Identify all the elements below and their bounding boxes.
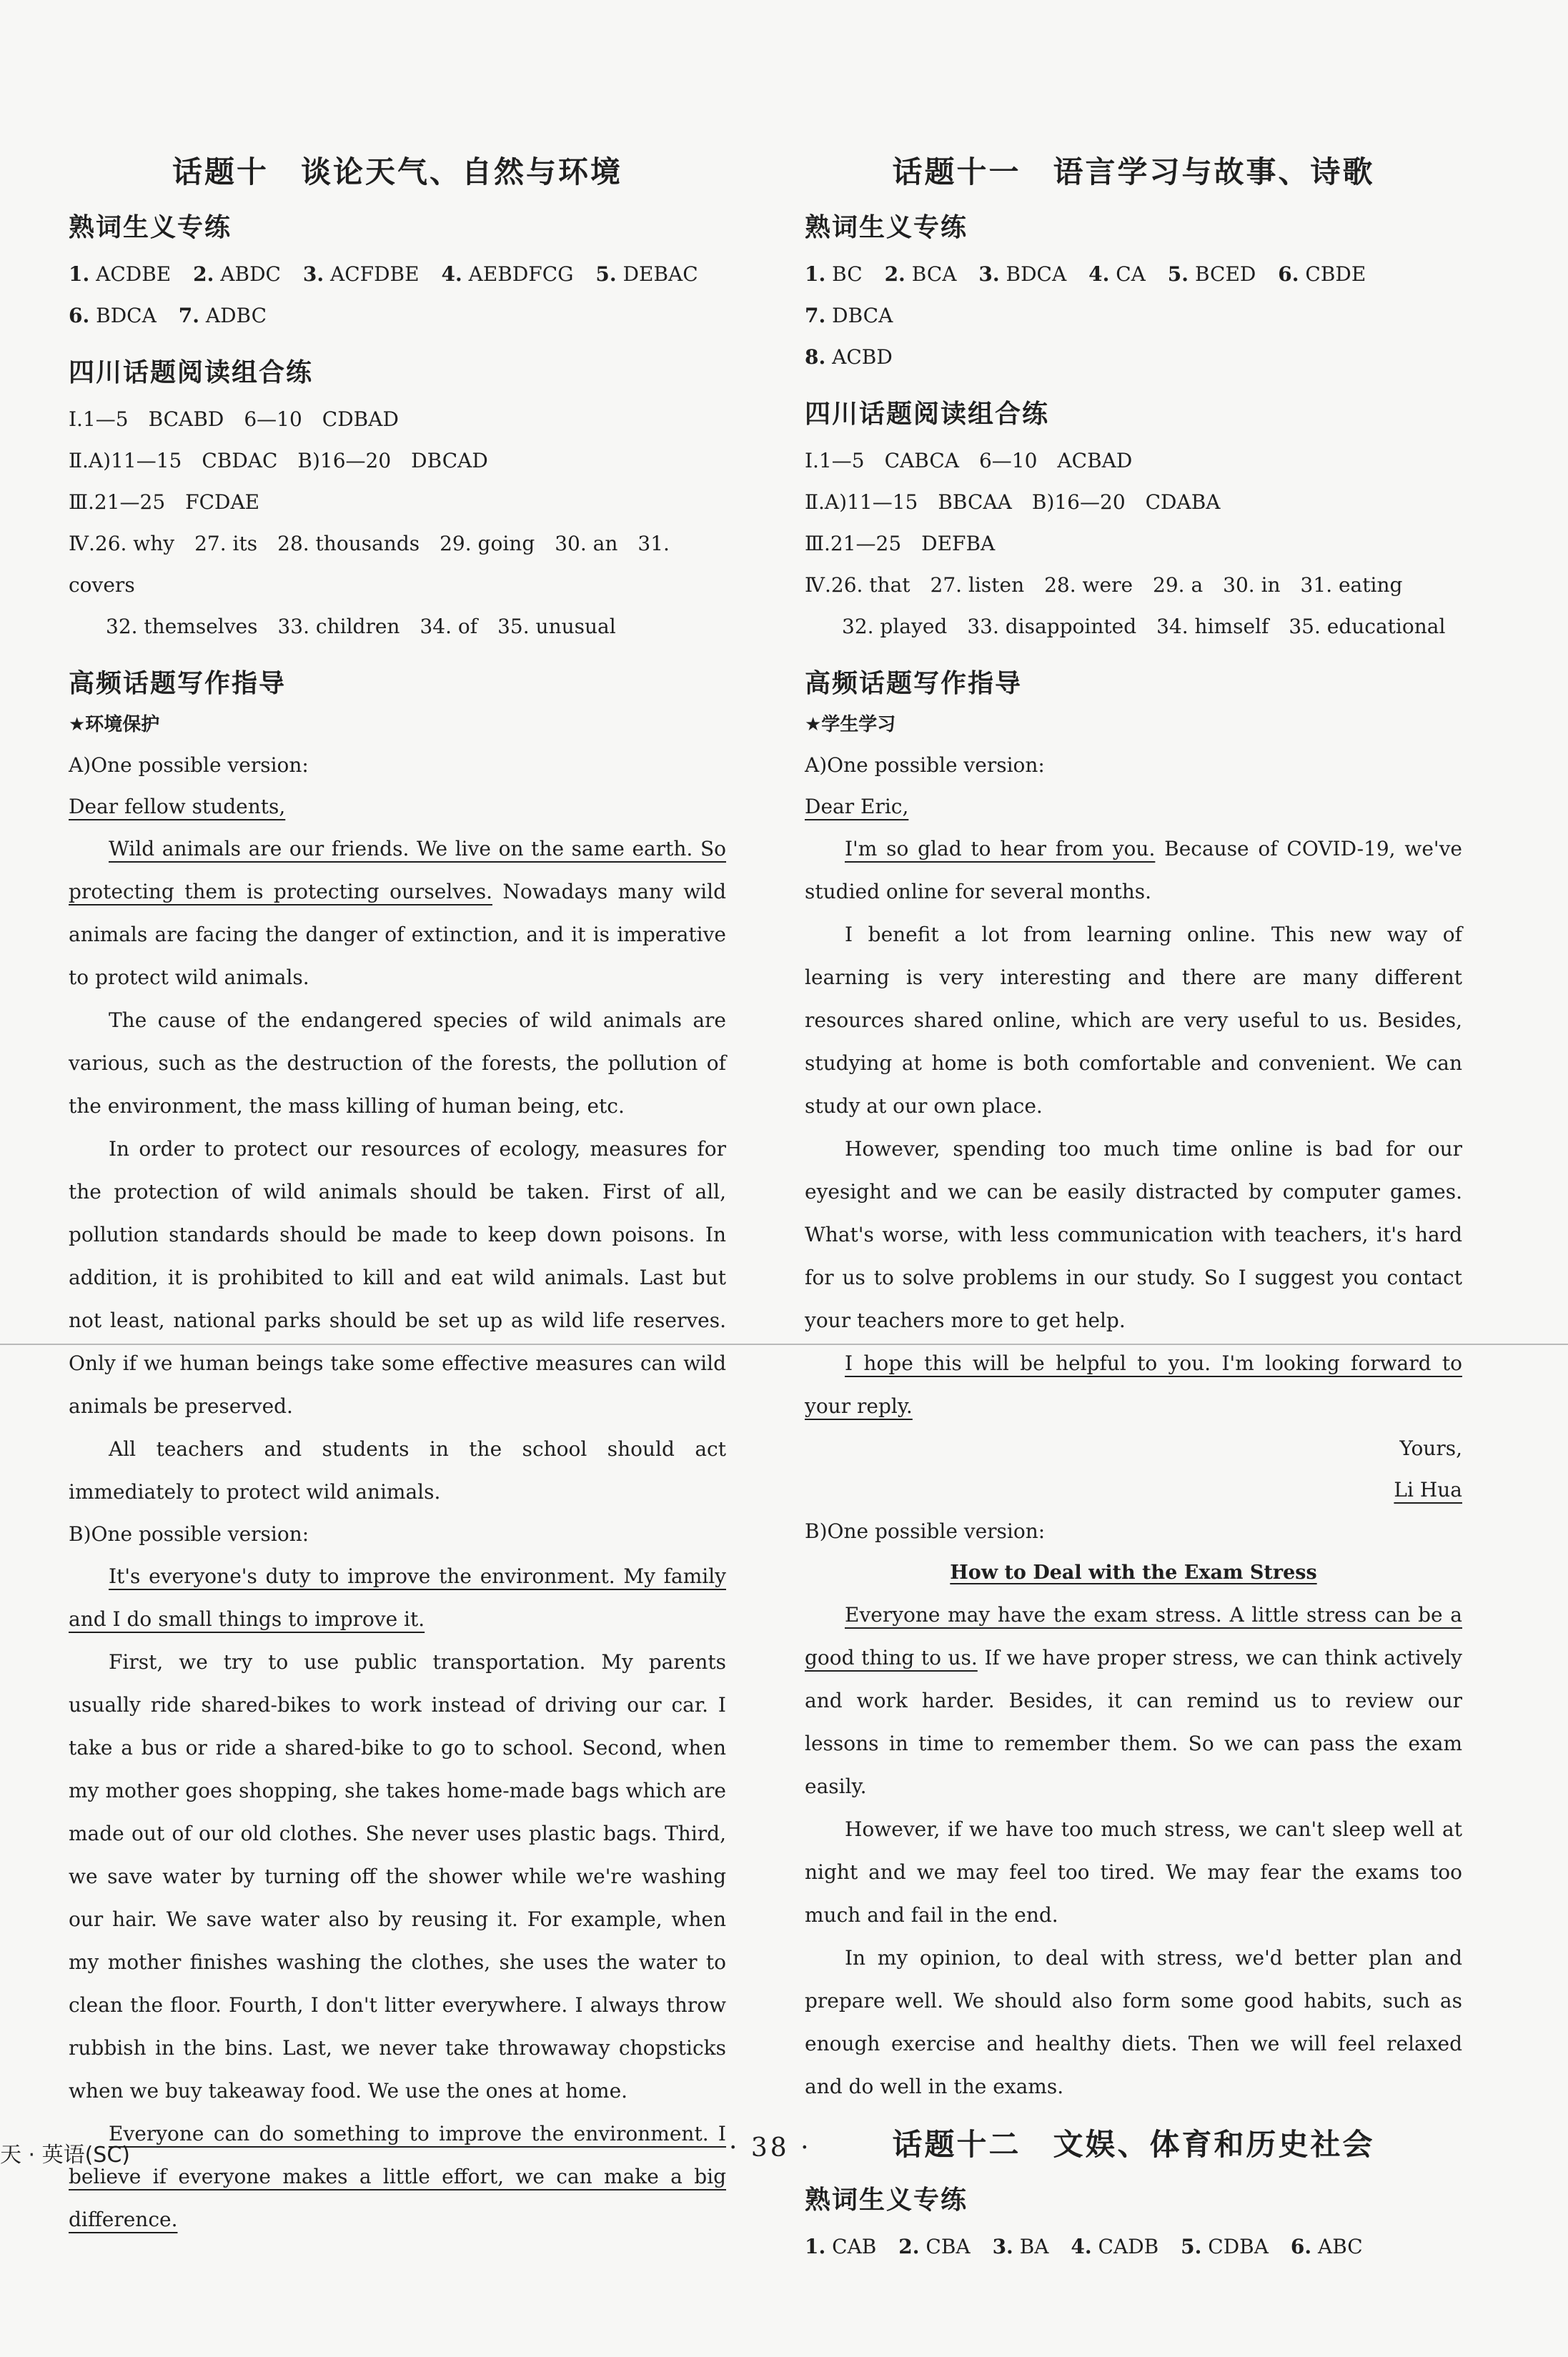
letter-greeting: Dear Eric, <box>805 795 909 818</box>
reading-answer-1: Ⅰ.1—5 BCABD 6—10 CDBAD <box>69 407 399 431</box>
section-sichuan-reading: 四川话题阅读组合练 <box>805 400 1050 429</box>
letter-closing: Yours, <box>1399 1436 1462 1460</box>
answers-word-meaning <box>805 254 1462 378</box>
reading-answer-4: Ⅳ.26. why 27. its 28. thousands 29. going 30. an 31. covers <box>69 532 670 597</box>
answer-row: 1. ACDBE 2. ABDC 3. ACFDBE 4. AEBDFCG 5. DEBAC <box>69 262 698 286</box>
topic-eleven-title: 话题十一 语言学习与故事、诗歌 <box>892 154 1375 189</box>
reading-answer-2: Ⅱ.A)11—15 BBCAA B)16—20 CDABA <box>805 490 1221 514</box>
left-column <box>69 136 726 2241</box>
reading-answer-5: 32. played 33. disappointed 34. himself 35. educational <box>842 615 1446 638</box>
answer-row: 1. BC 2. BCA 3. BDCA 4. CA 5. BCED 6. CBDE 7. DBCA <box>805 262 1366 327</box>
essay-paragraph: All teachers and students in the school should act immediately to protect wild animals. <box>69 1437 726 1504</box>
essay-paragraph: However, if we have too much stress, we can't sleep well at night and we may feel too tired. We may fear the exams too much and fail in the end. <box>805 1817 1462 1927</box>
essay-paragraph: Everyone can do something to improve the environment. I believe if everyone makes a little effort, we can make a big difference. <box>69 2122 726 2231</box>
answer-row: 8. ACBD <box>805 345 893 369</box>
letter-greeting: Dear fellow students, <box>69 795 286 818</box>
essay-paragraph: The cause of the endangered species of wild animals are various, such as the destruction of the forests, the pollution of the environment, the mass killing of human being, etc. <box>69 1008 726 1118</box>
essay-paragraph: I'm so glad to hear from you. Because of COVID-19, we've studied online for several months. <box>805 837 1462 903</box>
reading-answer-1: Ⅰ.1—5 CABCA 6—10 ACBAD <box>805 449 1133 472</box>
section-word-meaning: 熟词生义专练 <box>805 213 968 242</box>
essay-paragraph: First, we try to use public transportation. My parents usually ride shared-bikes to work instead of driving our car. I take a bus or ride a shared-bike to go to school. Second, when my mother goes shopping, she takes home-made bags which are made out of our old clothes. She never uses plastic bags. Third, we save water by turning off the shower while we're washing our hair. We save water also by reusing it. For example, when my mother finishes washing the clothes, she uses the water to clean the floor. Fourth, I don't litter everywhere. I always throw rubbish in the bins. Last, we never take throwaway chopsticks when we buy takeaway food. We use the ones at home. <box>69 1650 726 2103</box>
answer-row: 1. CAB 2. CBA 3. BA 4. CADB 5. CDBA 6. ABC <box>805 2235 1363 2258</box>
reading-answer-5: 32. themselves 33. children 34. of 35. unusual <box>106 615 616 638</box>
essay-paragraph: I benefit a lot from learning online. This new way of learning is very interesting and there are many different resources shared online, which are very useful to us. Besides, studying at home is both comfortable and convenient. We can study at our own place. <box>805 923 1462 1118</box>
footer-subject: 天 · 英语(SC) <box>0 2143 131 2168</box>
section-word-meaning: 熟词生义专练 <box>805 2185 968 2215</box>
reading-answer-4: Ⅳ.26. that 27. listen 28. were 29. a 30. in 31. eating <box>805 573 1403 597</box>
essay-title: How to Deal with the Exam Stress <box>950 1562 1317 1584</box>
writing-subtopic: ★环境保护 <box>69 714 160 735</box>
writing-subtopic: ★学生学习 <box>805 714 896 735</box>
topic-twelve-title: 话题十二 文娱、体育和历史社会 <box>892 2127 1375 2162</box>
answers-word-meaning <box>805 2226 1462 2268</box>
essay-paragraph: Wild animals are our friends. We live on the same earth. So protecting them is protecting ourselves. Nowadays many wild animals are facing the danger of extinction, and it is imperative to protect wild animals. <box>69 837 727 989</box>
letter-signature: Li Hua <box>1394 1478 1462 1502</box>
section-writing-guide: 高频话题写作指导 <box>805 669 1023 698</box>
reading-answer-3: Ⅲ.21—25 FCDAE <box>69 490 260 514</box>
version-b-label: B)One possible version: <box>69 1522 309 1546</box>
essay-paragraph: It's everyone's duty to improve the environment. My family and I do small things to improve it. <box>69 1564 726 1631</box>
answer-row: 6. BDCA 7. ADBC <box>69 304 267 327</box>
section-sichuan-reading: 四川话题阅读组合练 <box>69 358 314 387</box>
essay-paragraph: I hope this will be helpful to you. I'm looking forward to your reply. <box>805 1351 1462 1418</box>
version-b-label: B)One possible version: <box>805 1519 1046 1543</box>
essay-paragraph: However, spending too much time online is bad for our eyesight and we can be easily distracted by computer games. What's worse, with less communication with teachers, it's hard for us to solve problems in our study. So I suggest you contact your teachers more to get help. <box>805 1137 1462 1332</box>
answers-word-meaning <box>69 254 726 337</box>
version-a-label: A)One possible version: <box>805 753 1045 777</box>
page-number: · 38 · <box>729 2133 812 2163</box>
essay-paragraph: Everyone may have the exam stress. A little stress can be a good thing to us. If we have proper stress, we can think actively and work harder. Besides, it can remind us to review our lessons in time to remember them. So we can pass the exam easily. <box>805 1603 1462 1798</box>
topic-ten-title: 话题十 谈论天气、自然与环境 <box>172 154 622 189</box>
section-writing-guide: 高频话题写作指导 <box>69 669 287 698</box>
reading-answer-3: Ⅲ.21—25 DEFBA <box>805 532 996 555</box>
essay-paragraph: In my opinion, to deal with stress, we'd better plan and prepare well. We should also form some good habits, such as enough exercise and healthy diets. Then we will feel relaxed and do well in the exams. <box>805 1946 1462 2098</box>
reading-answer-2: Ⅱ.A)11—15 CBDAC B)16—20 DBCAD <box>69 449 488 472</box>
section-word-meaning: 熟词生义专练 <box>69 213 232 242</box>
essay-paragraph: In order to protect our resources of ecology, measures for the protection of wild animals should be taken. First of all, pollution standards should be made to keep down poisons. In addition, it is prohibited to kill and eat wild animals. Last but not least, national parks should be set up as wild life reserves. Only if we human beings take some effective measures can wild animals be preserved. <box>69 1137 726 1418</box>
version-a-label: A)One possible version: <box>69 753 309 777</box>
right-column <box>805 136 1462 2268</box>
page-fold-line <box>0 1344 1568 1345</box>
